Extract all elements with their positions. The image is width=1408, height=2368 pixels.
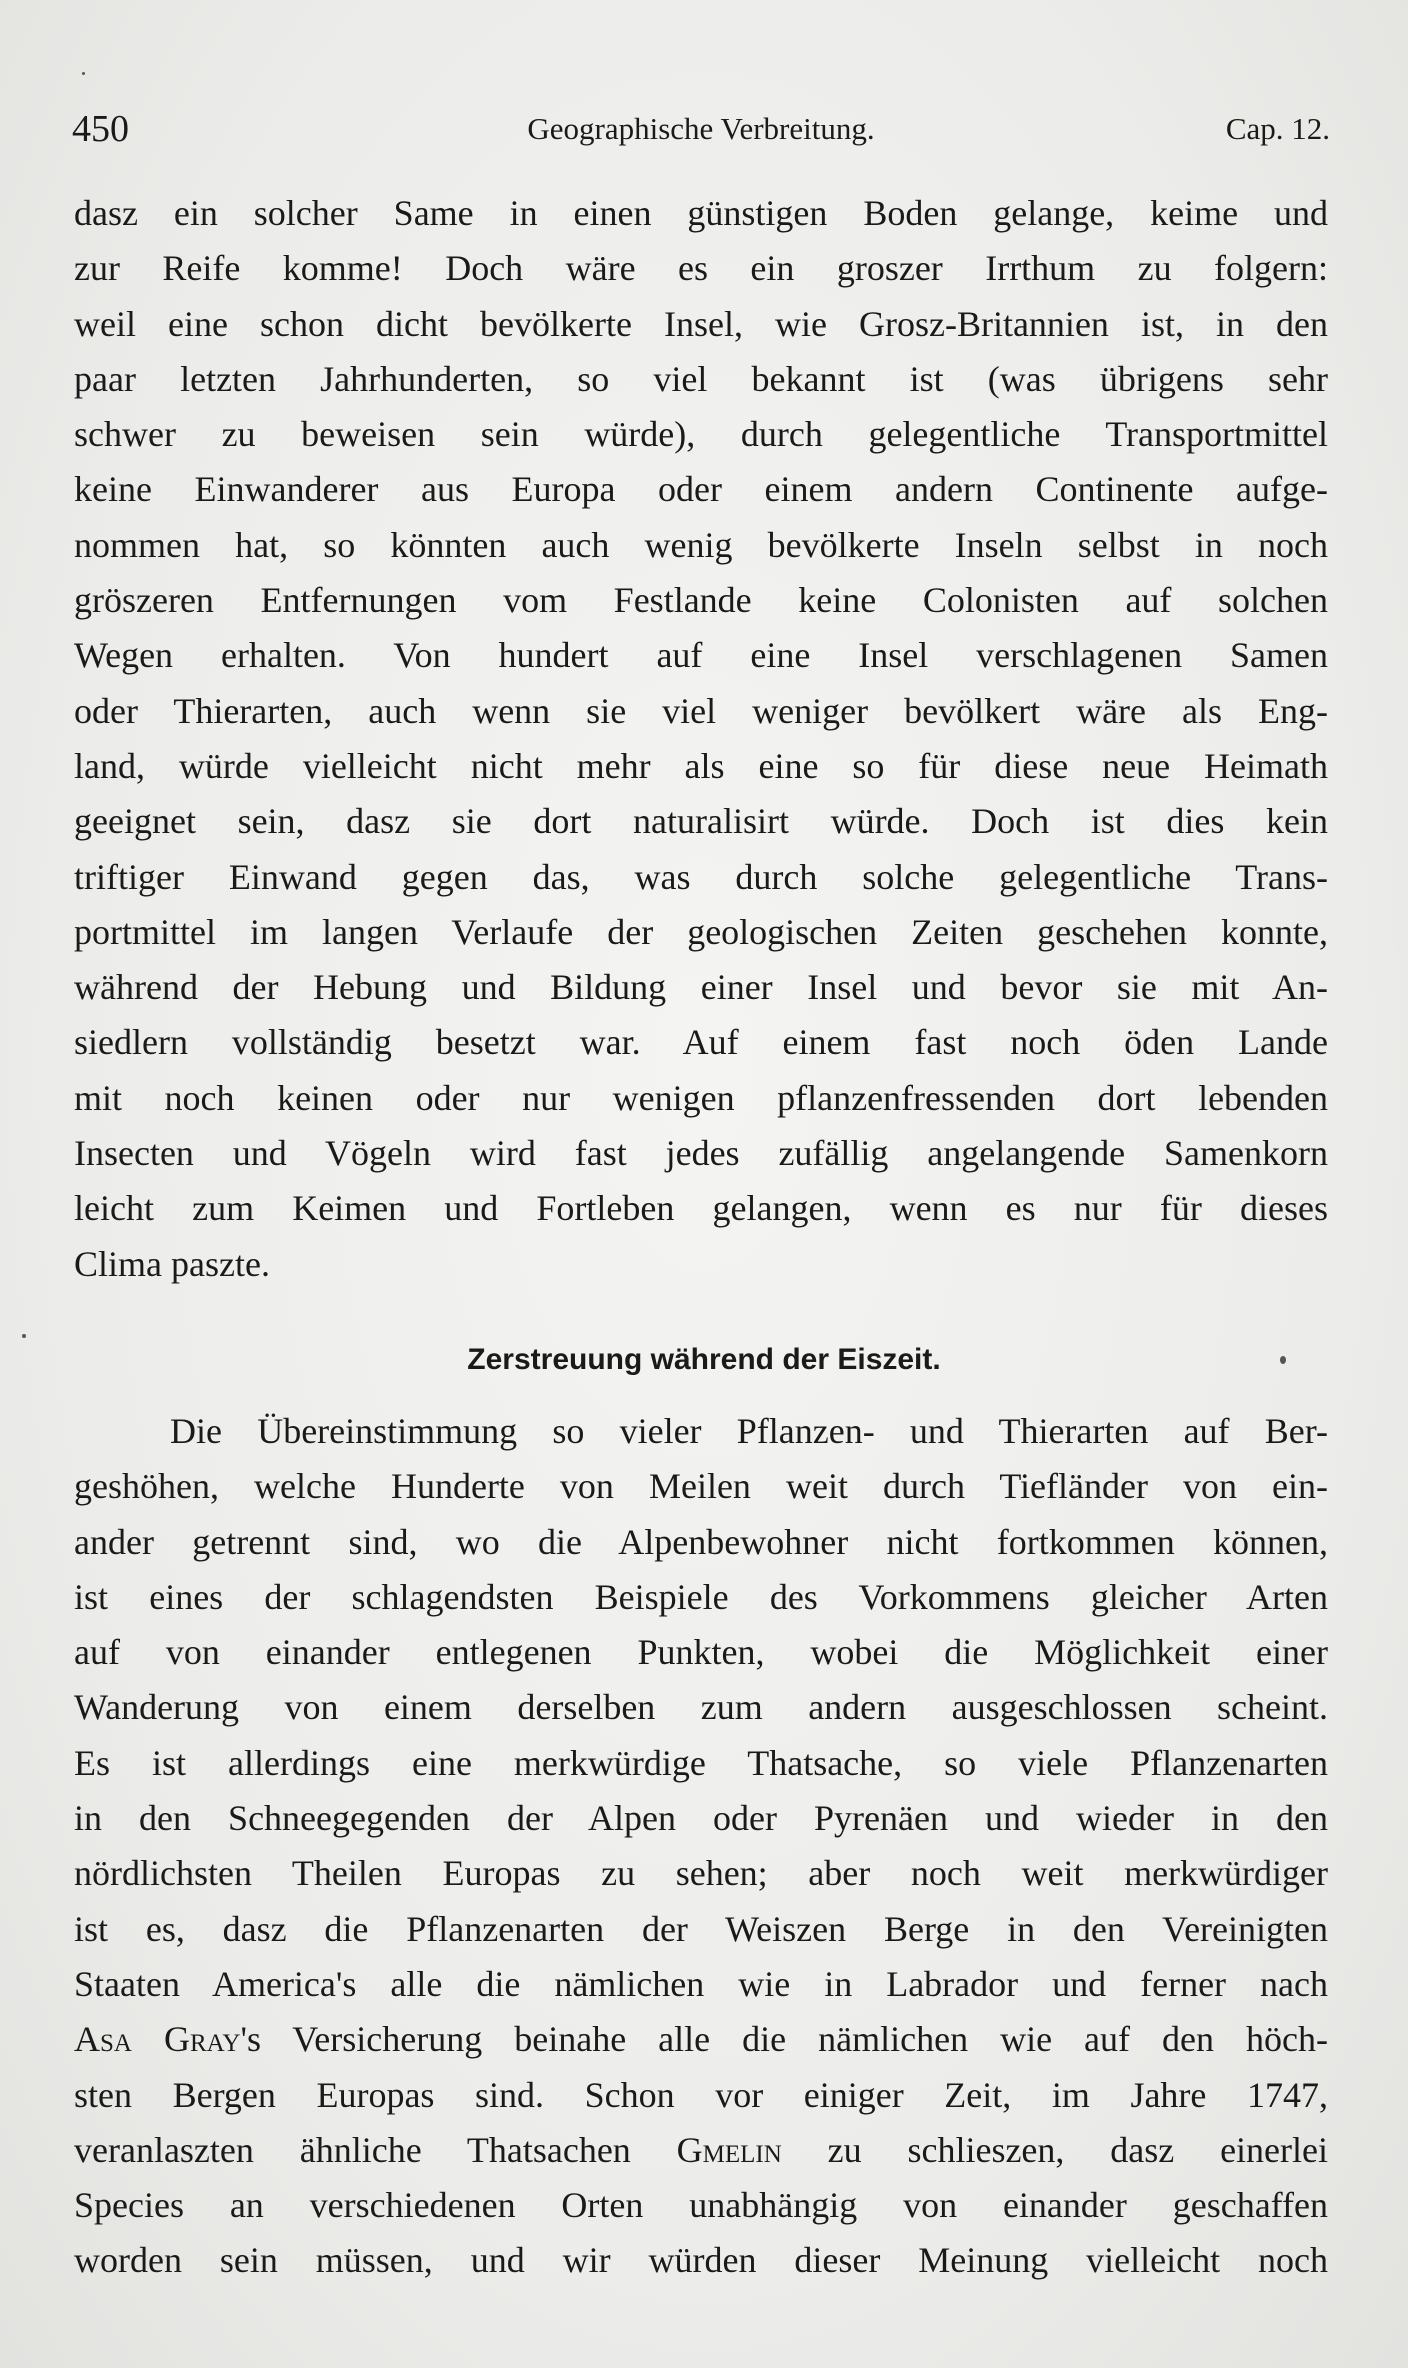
text-line: portmittel im langen Verlaufe der geologischen Zeiten geschehen konnte, bbox=[74, 911, 1328, 952]
text-line: auf von einander entlegenen Punkten, wobei die Möglichkeit einer bbox=[74, 1632, 1328, 1673]
text-line: land, würde vielleicht nicht mehr als eine so für diese neue Heimath bbox=[74, 745, 1328, 786]
text-line: worden sein müssen, und wir würden dieser Meinung vielleicht noch bbox=[74, 2240, 1328, 2281]
text-line: ist es, dasz die Pflanzenarten der Weiszen Berge in den Vereinigten bbox=[74, 1908, 1328, 1949]
text-fragment: 's Versicherung beinahe alle die nämlichen wie auf den höch- bbox=[240, 2019, 1328, 2060]
paragraph-1 bbox=[74, 186, 1328, 1292]
text-line: Wegen erhalten. Von hundert auf eine Insel verschlagenen Samen bbox=[74, 635, 1328, 676]
section-heading: Zerstreuung während der Eiszeit. bbox=[467, 1343, 941, 1376]
author-name: Gmelin bbox=[676, 2129, 782, 2170]
text-line: leicht zum Keimen und Fortleben gelangen, wenn es nur für dieses bbox=[74, 1188, 1328, 1229]
running-head bbox=[72, 104, 1330, 154]
text-line: während der Hebung und Bildung einer Insel und bevor sie mit An- bbox=[74, 967, 1328, 1008]
text-line: Wanderung von einem derselben zum andern ausgeschlossen scheint. bbox=[74, 1687, 1328, 1728]
text-line: zur Reife komme! Doch wäre es ein groszer Irrthum zu folgern: bbox=[74, 248, 1328, 289]
paragraph-2 bbox=[74, 1404, 1328, 2289]
text-line: keine Einwanderer aus Europa oder einem andern Continente aufge- bbox=[74, 469, 1328, 510]
paper-speck bbox=[1280, 1356, 1286, 1364]
text-line: geshöhen, welche Hunderte von Meilen weit durch Tiefländer von ein- bbox=[74, 1466, 1328, 1507]
text-line: ander getrennt sind, wo die Alpenbewohner nicht fortkommen können, bbox=[74, 1521, 1328, 1562]
text-line: gröszeren Entfernungen vom Festlande keine Colonisten auf solchen bbox=[74, 580, 1328, 621]
text-line: mit noch keinen oder nur wenigen pflanzenfressenden dort lebenden bbox=[74, 1077, 1328, 1118]
text-line: schwer zu beweisen sein würde), durch gelegentliche Transportmittel bbox=[74, 414, 1328, 455]
text-line: oder Thierarten, auch wenn sie viel weniger bevölkert wäre als Eng- bbox=[74, 690, 1328, 731]
text-line: siedlern vollständig besetzt war. Auf einem fast noch öden Lande bbox=[74, 1022, 1328, 1063]
text-line: paar letzten Jahrhunderten, so viel bekannt ist (was übrigens sehr bbox=[74, 358, 1328, 399]
text-line: in den Schneegegenden der Alpen oder Pyrenäen und wieder in den bbox=[74, 1798, 1328, 1839]
text-line: Insecten und Vögeln wird fast jedes zufällig angelangende Samenkorn bbox=[74, 1133, 1328, 1174]
text-fragment: veranlaszten ähnliche Thatsachen bbox=[74, 2129, 677, 2170]
text-line: ist eines der schlagendsten Beispiele des Vorkommens gleicher Arten bbox=[74, 1576, 1328, 1617]
text-line: geeignet sein, dasz sie dort naturalisirt würde. Doch ist dies kein bbox=[74, 801, 1328, 842]
text-line: Die Übereinstimmung so vieler Pflanzen- und Thierarten auf Ber- bbox=[170, 1411, 1328, 1451]
text-line: Clima paszte. bbox=[74, 1243, 270, 1284]
text-fragment: zu schlieszen, dasz einerlei bbox=[781, 2129, 1328, 2170]
text-line-with-author bbox=[74, 2012, 1328, 2067]
running-title: Geographische Verbreitung. bbox=[527, 111, 875, 146]
page-number: 450 bbox=[72, 108, 129, 150]
paper-speck bbox=[82, 72, 85, 75]
text-line: triftiger Einwand gegen das, was durch solche gelegentliche Trans- bbox=[74, 856, 1328, 897]
text-line: Species an verschiedenen Orten unabhängig von einander geschaffen bbox=[74, 2185, 1328, 2226]
text-line: nommen hat, so könnten auch wenig bevölkerte Inseln selbst in noch bbox=[74, 524, 1328, 565]
text-line: Staaten America's alle die nämlichen wie in Labrador und ferner nach bbox=[74, 1963, 1328, 2004]
text-line: Es ist allerdings eine merkwürdige Thatsache, so viele Pflanzenarten bbox=[74, 1742, 1328, 1783]
author-name: Asa Gray bbox=[74, 2019, 241, 2060]
text-line-with-author bbox=[74, 2123, 1328, 2178]
text-line: sten Bergen Europas sind. Schon vor einiger Zeit, im Jahre 1747, bbox=[74, 2074, 1328, 2115]
text-line: dasz ein solcher Same in einen günstigen Boden gelange, keime und bbox=[74, 193, 1328, 233]
paper-speck bbox=[22, 1334, 26, 1338]
chapter-label: Cap. 12. bbox=[1225, 111, 1330, 146]
text-line: weil eine schon dicht bevölkerte Insel, wie Grosz-Britannien ist, in den bbox=[74, 303, 1328, 344]
text-line: nördlichsten Theilen Europas zu sehen; aber noch weit merkwürdiger bbox=[74, 1853, 1328, 1894]
